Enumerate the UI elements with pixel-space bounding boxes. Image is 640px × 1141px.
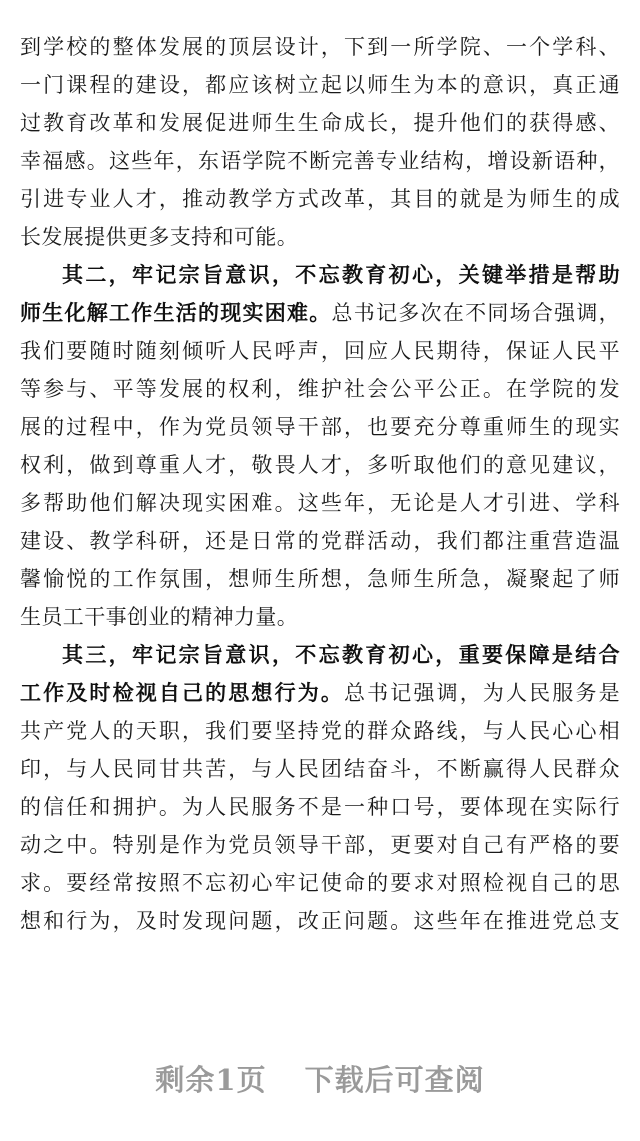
body-line: 印，与人民同甘共苦，与人民团结奋斗，不断赢得人民群众 <box>20 757 620 781</box>
body-line: 等参与、平等发展的权利，维护社会公平公正。在学院的发 <box>20 377 620 401</box>
download-banner[interactable] <box>0 1055 640 1105</box>
point-heading: 工作及时检视自己的思想行为。 <box>20 681 345 705</box>
body-line: 到学校的整体发展的顶层设计，下到一所学院、一个学科、 <box>20 35 620 59</box>
body-line: 共产党人的天职，我们要坚持党的群众路线，与人民心心相 <box>20 719 620 743</box>
body-line: 生员工干事创业的精神力量。 <box>20 605 299 629</box>
body-line: 动之中。特别是作为党员领导干部，更要对自己有严格的要 <box>20 833 620 857</box>
body-text: 总书记强调，为人民服务是 <box>344 681 620 705</box>
body-line: 多帮助他们解决现实困难。这些年，无论是人才引进、学科 <box>20 491 620 515</box>
body-line: 引进专业人才，推动教学方式改革，其目的就是为师生的成 <box>20 187 620 211</box>
point-heading: 其三，牢记宗旨意识，不忘教育初心，重要保障是结合 <box>62 643 620 667</box>
body-line <box>20 294 620 332</box>
body-line <box>20 256 620 294</box>
download-to-view-label: 下载后可查阅 <box>304 1063 485 1097</box>
body-line: 长发展提供更多支持和可能。 <box>20 225 299 249</box>
body-line: 权利，做到尊重人才，敬畏人才，多听取他们的意见建议， <box>20 453 620 477</box>
body-line <box>20 674 620 712</box>
body-line: 展的过程中，作为党员领导干部，也要充分尊重师生的现实 <box>20 415 620 439</box>
document-body <box>20 28 620 940</box>
body-line: 的信任和拥护。为人民服务不是一种口号，要体现在实际行 <box>20 795 620 819</box>
point-heading: 师生化解工作生活的现实困难。 <box>20 301 332 325</box>
body-line: 想和行为，及时发现问题，改正问题。这些年在推进党总支 <box>20 909 620 933</box>
body-line: 馨愉悦的工作氛围，想师生所想，急师生所急，凝聚起了师 <box>20 567 620 591</box>
body-line: 我们要随时随刻倾听人民呼声，回应人民期待，保证人民平 <box>20 339 620 363</box>
body-text: 总书记多次在不同场合强调， <box>331 301 620 325</box>
body-line: 求。要经常按照不忘初心牢记使命的要求对照检视自己的思 <box>20 871 620 895</box>
body-line <box>20 636 620 674</box>
remaining-pages-label: 剩余1页 <box>155 1063 267 1097</box>
body-line: 一门课程的建设，都应该树立起以师生为本的意识，真正通 <box>20 73 620 97</box>
point-heading: 其二，牢记宗旨意识，不忘教育初心，关键举措是帮助 <box>62 263 620 287</box>
body-line: 幸福感。这些年，东语学院不断完善专业结构，增设新语种， <box>20 149 620 173</box>
body-line: 建设、教学科研，还是日常的党群活动，我们都注重营造温 <box>20 529 620 553</box>
body-line: 过教育改革和发展促进师生生命成长，提升他们的获得感、 <box>20 111 620 135</box>
